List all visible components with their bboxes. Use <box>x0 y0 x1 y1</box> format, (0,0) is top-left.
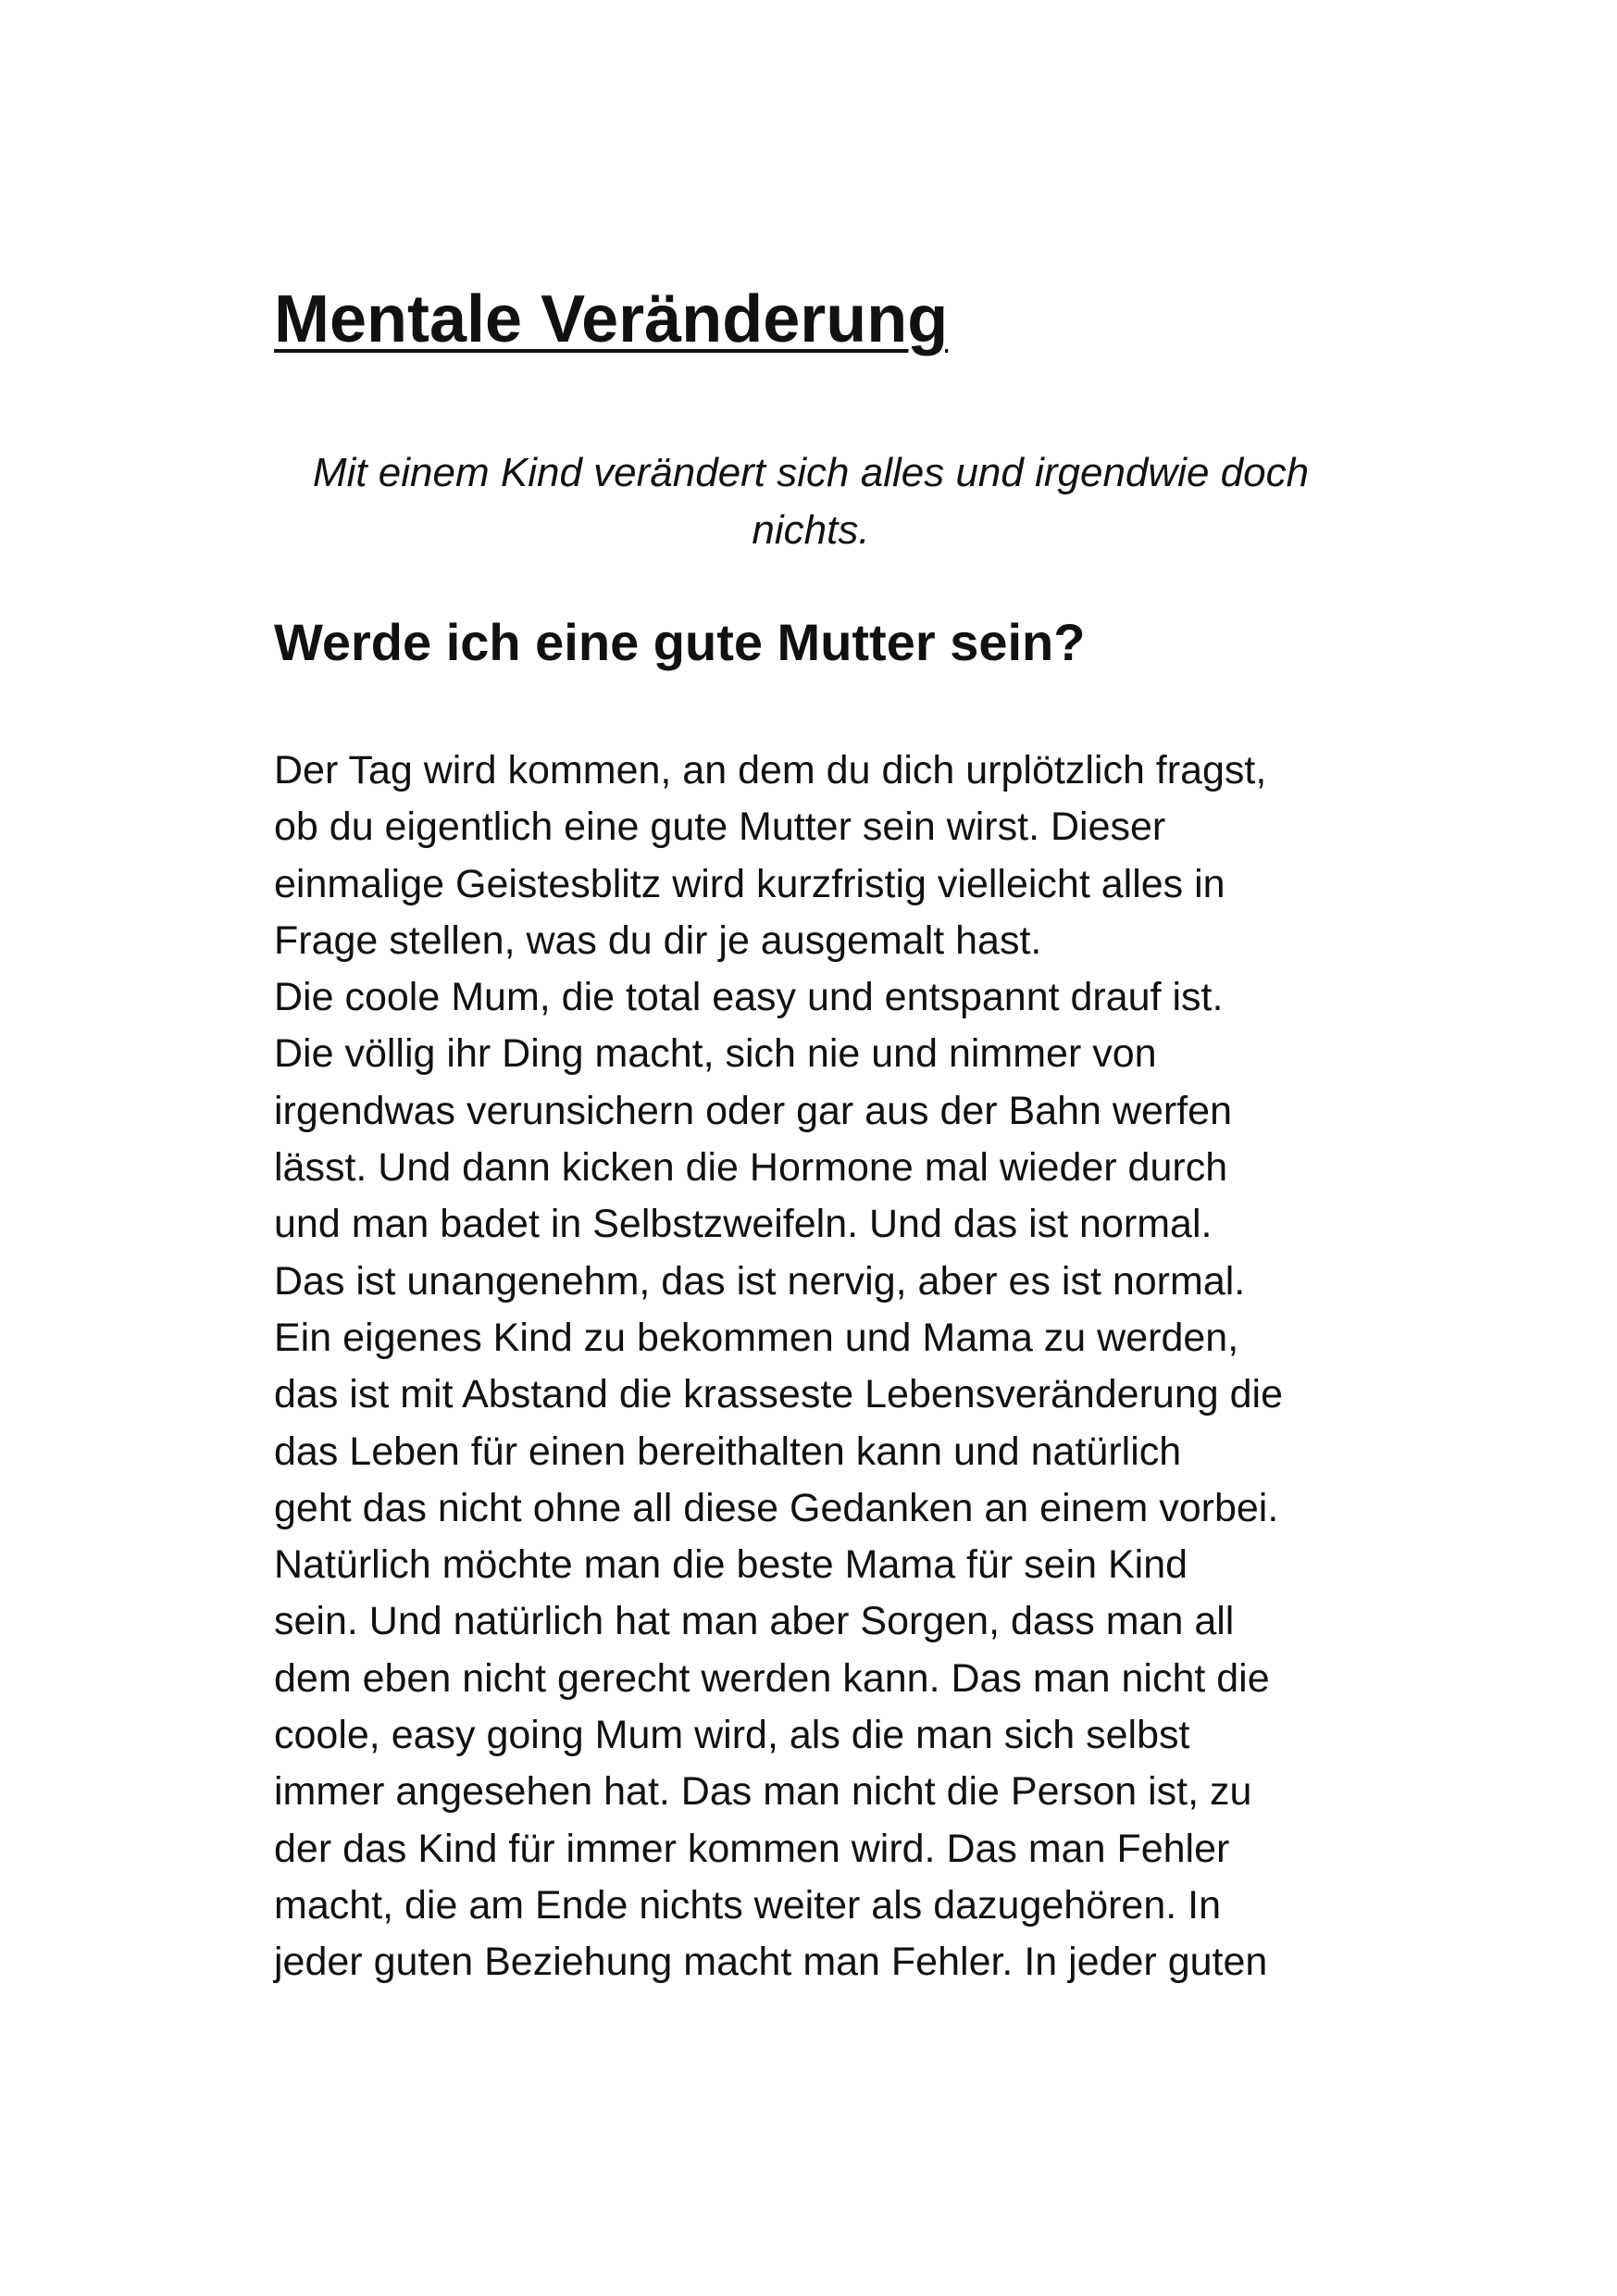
page-title: Mentale Veränderung <box>274 282 949 356</box>
subtitle-quote: Mit einem Kind verändert sich alles und irgendwie doch nichts. <box>312 450 1310 553</box>
body-line: jeder guten Beziehung macht man Fehler. In jeder guten <box>274 1940 1268 1985</box>
body-line: das Leben für einen bereithalten kann und natürlich <box>274 1429 1182 1474</box>
body-line: Das ist unangenehm, das ist nervig, aber es ist normal. <box>274 1258 1246 1304</box>
body-line: macht, die am Ende nichts weiter als dazugehören. In <box>274 1882 1222 1928</box>
body-line: ob du eigentlich eine gute Mutter sein wirst. Dieser <box>274 805 1166 850</box>
body-line: Frage stellen, was du dir je ausgemalt hast. <box>274 917 1042 963</box>
body-line: und man badet in Selbstzweifeln. Und das ist normal. <box>274 1202 1213 1247</box>
body-line: dem eben nicht gerecht werden kann. Das man nicht die <box>274 1655 1270 1701</box>
body-line: immer angesehen hat. Das man nicht die Person ist, zu <box>274 1769 1252 1815</box>
body-line: Natürlich möchte man die beste Mama für sein Kind <box>274 1542 1188 1588</box>
body-line: Die völlig ihr Ding macht, sich nie und nimmer von <box>274 1031 1157 1077</box>
body-line: coole, easy going Mum wird, als die man sich selbst <box>274 1713 1190 1758</box>
body-line: Die coole Mum, die total easy und entspannt drauf ist. <box>274 975 1224 1020</box>
section-heading: Werde ich eine gute Mutter sein? <box>274 613 1086 671</box>
body-line: lässt. Und dann kicken die Hormone mal wieder durch <box>274 1145 1228 1191</box>
body-line: geht das nicht ohne all diese Gedanken an einem vorbei. <box>274 1485 1279 1530</box>
body-paragraph <box>274 742 1385 1991</box>
body-line: der das Kind für immer kommen wird. Das man Fehler <box>274 1826 1230 1871</box>
body-line: einmalige Geistesblitz wird kurzfristig vielleicht alles in <box>274 861 1225 906</box>
body-line: irgendwas verunsichern oder gar aus der Bahn werfen <box>274 1088 1232 1133</box>
body-line: Der Tag wird kommen, an dem du dich urplötzlich fragst, <box>274 748 1267 792</box>
body-line: das ist mit Abstand die krasseste Lebensveränderung die <box>274 1372 1283 1417</box>
body-line: sein. Und natürlich hat man aber Sorgen, dass man all <box>274 1599 1235 1644</box>
body-line: Ein eigenes Kind zu bekommen und Mama zu werden, <box>274 1315 1239 1360</box>
